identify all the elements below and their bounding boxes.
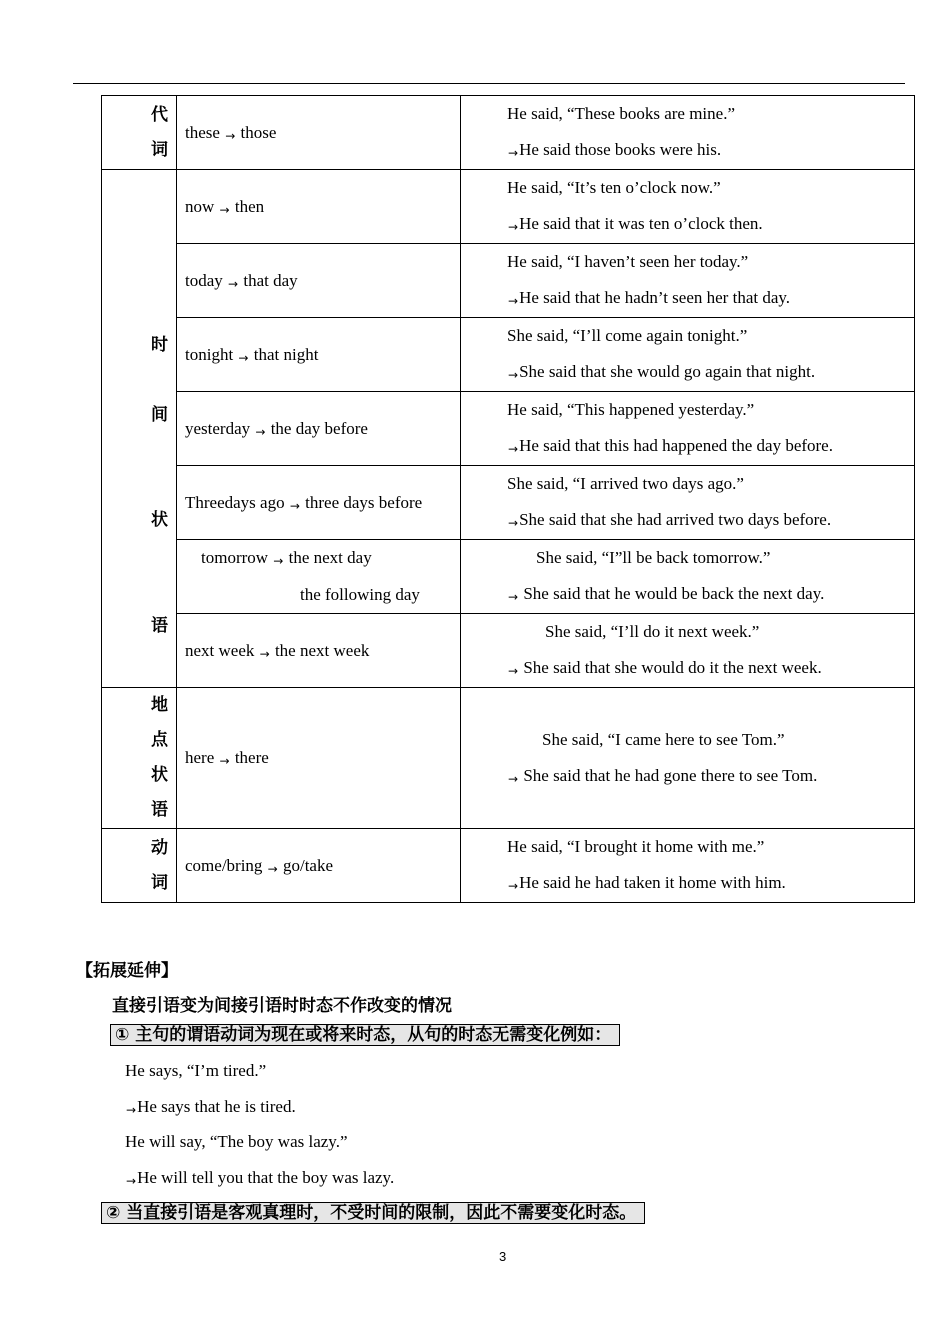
- category-time-adverbial: 时 间 状 语: [102, 170, 177, 688]
- arrow-icon: →: [508, 664, 519, 678]
- arrow-icon: →: [219, 202, 230, 217]
- table-row: [102, 170, 915, 244]
- arrow-icon: →: [508, 590, 519, 604]
- example-cell: She said, “I came here to see Tom.” → She said that he had gone there to see Tom.: [461, 688, 915, 829]
- example-cell: He said, “These books are mine.” →He said those books were his.: [461, 96, 915, 170]
- arrow-icon: →: [225, 128, 236, 143]
- arrow-icon: →: [259, 646, 270, 661]
- table-row: [102, 688, 915, 829]
- header-rule: [73, 83, 905, 84]
- table-row: [102, 318, 915, 392]
- arrow-icon: →: [508, 294, 519, 308]
- change-cell: these → those: [177, 96, 461, 170]
- example-cell: He said, “I brought it home with me.” →He said he had taken it home with him.: [461, 829, 915, 903]
- arrow-icon: →: [508, 146, 519, 160]
- arrow-icon: →: [289, 498, 300, 513]
- table-row: [102, 614, 915, 688]
- table-row: [102, 392, 915, 466]
- example-line: He says, “I’m tired.”: [125, 1061, 267, 1080]
- change-cell: today → that day: [177, 244, 461, 318]
- change-cell: next week → the next week: [177, 614, 461, 688]
- example-line: →He will tell you that the boy was lazy.: [126, 1168, 395, 1188]
- category-place-adverbial: 地 点 状 语: [102, 688, 177, 829]
- arrow-icon: →: [508, 442, 519, 456]
- arrow-icon: →: [126, 1174, 137, 1188]
- table-row: [102, 96, 915, 170]
- example-cell: He said, “I haven’t seen her today.” →He said that he hadn’t seen her that day.: [461, 244, 915, 318]
- example-cell: She said, “I’ll come again tonight.” →She said that she would go again that night.: [461, 318, 915, 392]
- rule-two-box: ② 当直接引语是客观真理时，不受时间的限制，因此不需要变化时态。: [101, 1202, 645, 1224]
- change-cell: come/bring → go/take: [177, 829, 461, 903]
- example-cell: She said, “I’ll do it next week.” → She said that she would do it the next week.: [461, 614, 915, 688]
- example-line: →He says that he is tired.: [126, 1097, 296, 1117]
- table-row: [102, 466, 915, 540]
- arrow-icon: →: [126, 1103, 137, 1117]
- arrow-icon: →: [255, 424, 266, 439]
- example-line: He will say, “The boy was lazy.”: [125, 1132, 348, 1151]
- change-cell: Threedays ago → three days before: [177, 466, 461, 540]
- change-cell: yesterday → the day before: [177, 392, 461, 466]
- example-cell: He said, “It’s ten o’clock now.” →He said that it was ten o’clock then.: [461, 170, 915, 244]
- rule-one-box: ① 主句的谓语动词为现在或将来时态，从句的时态无需变化例如：: [110, 1024, 620, 1046]
- arrow-icon: →: [228, 276, 239, 291]
- arrow-icon: →: [508, 220, 519, 234]
- arrow-icon: →: [273, 554, 284, 568]
- example-cell: He said, “This happened yesterday.” →He said that this had happened the day before.: [461, 392, 915, 466]
- table-row: [102, 244, 915, 318]
- arrow-icon: →: [508, 879, 519, 893]
- example-cell: She said, “I arrived two days ago.” →She said that she had arrived two days before.: [461, 466, 915, 540]
- arrow-icon: →: [238, 350, 249, 365]
- extension-heading: 【拓展延伸】: [76, 961, 178, 981]
- arrow-icon: →: [508, 771, 519, 786]
- category-pronoun: 代 词: [102, 96, 177, 170]
- table-row: [102, 829, 915, 903]
- change-cell: here → there: [177, 688, 461, 829]
- arrow-icon: →: [508, 516, 519, 530]
- arrow-icon: →: [219, 754, 230, 768]
- change-cell: tonight → that night: [177, 318, 461, 392]
- arrow-icon: →: [508, 368, 519, 382]
- category-verb: 动 词: [102, 829, 177, 903]
- change-cell: now → then: [177, 170, 461, 244]
- arrow-icon: →: [267, 861, 278, 876]
- example-cell: She said, “I”ll be back tomorrow.” → She said that he would be back the next day.: [461, 540, 915, 614]
- reported-speech-table: [101, 95, 915, 903]
- page-number: 3: [499, 1249, 507, 1264]
- change-cell: tomorrow → the next day the following day: [177, 540, 461, 614]
- extension-intro: 直接引语变为间接引语时时态不作改变的情况: [112, 996, 452, 1016]
- table-row: [102, 540, 915, 614]
